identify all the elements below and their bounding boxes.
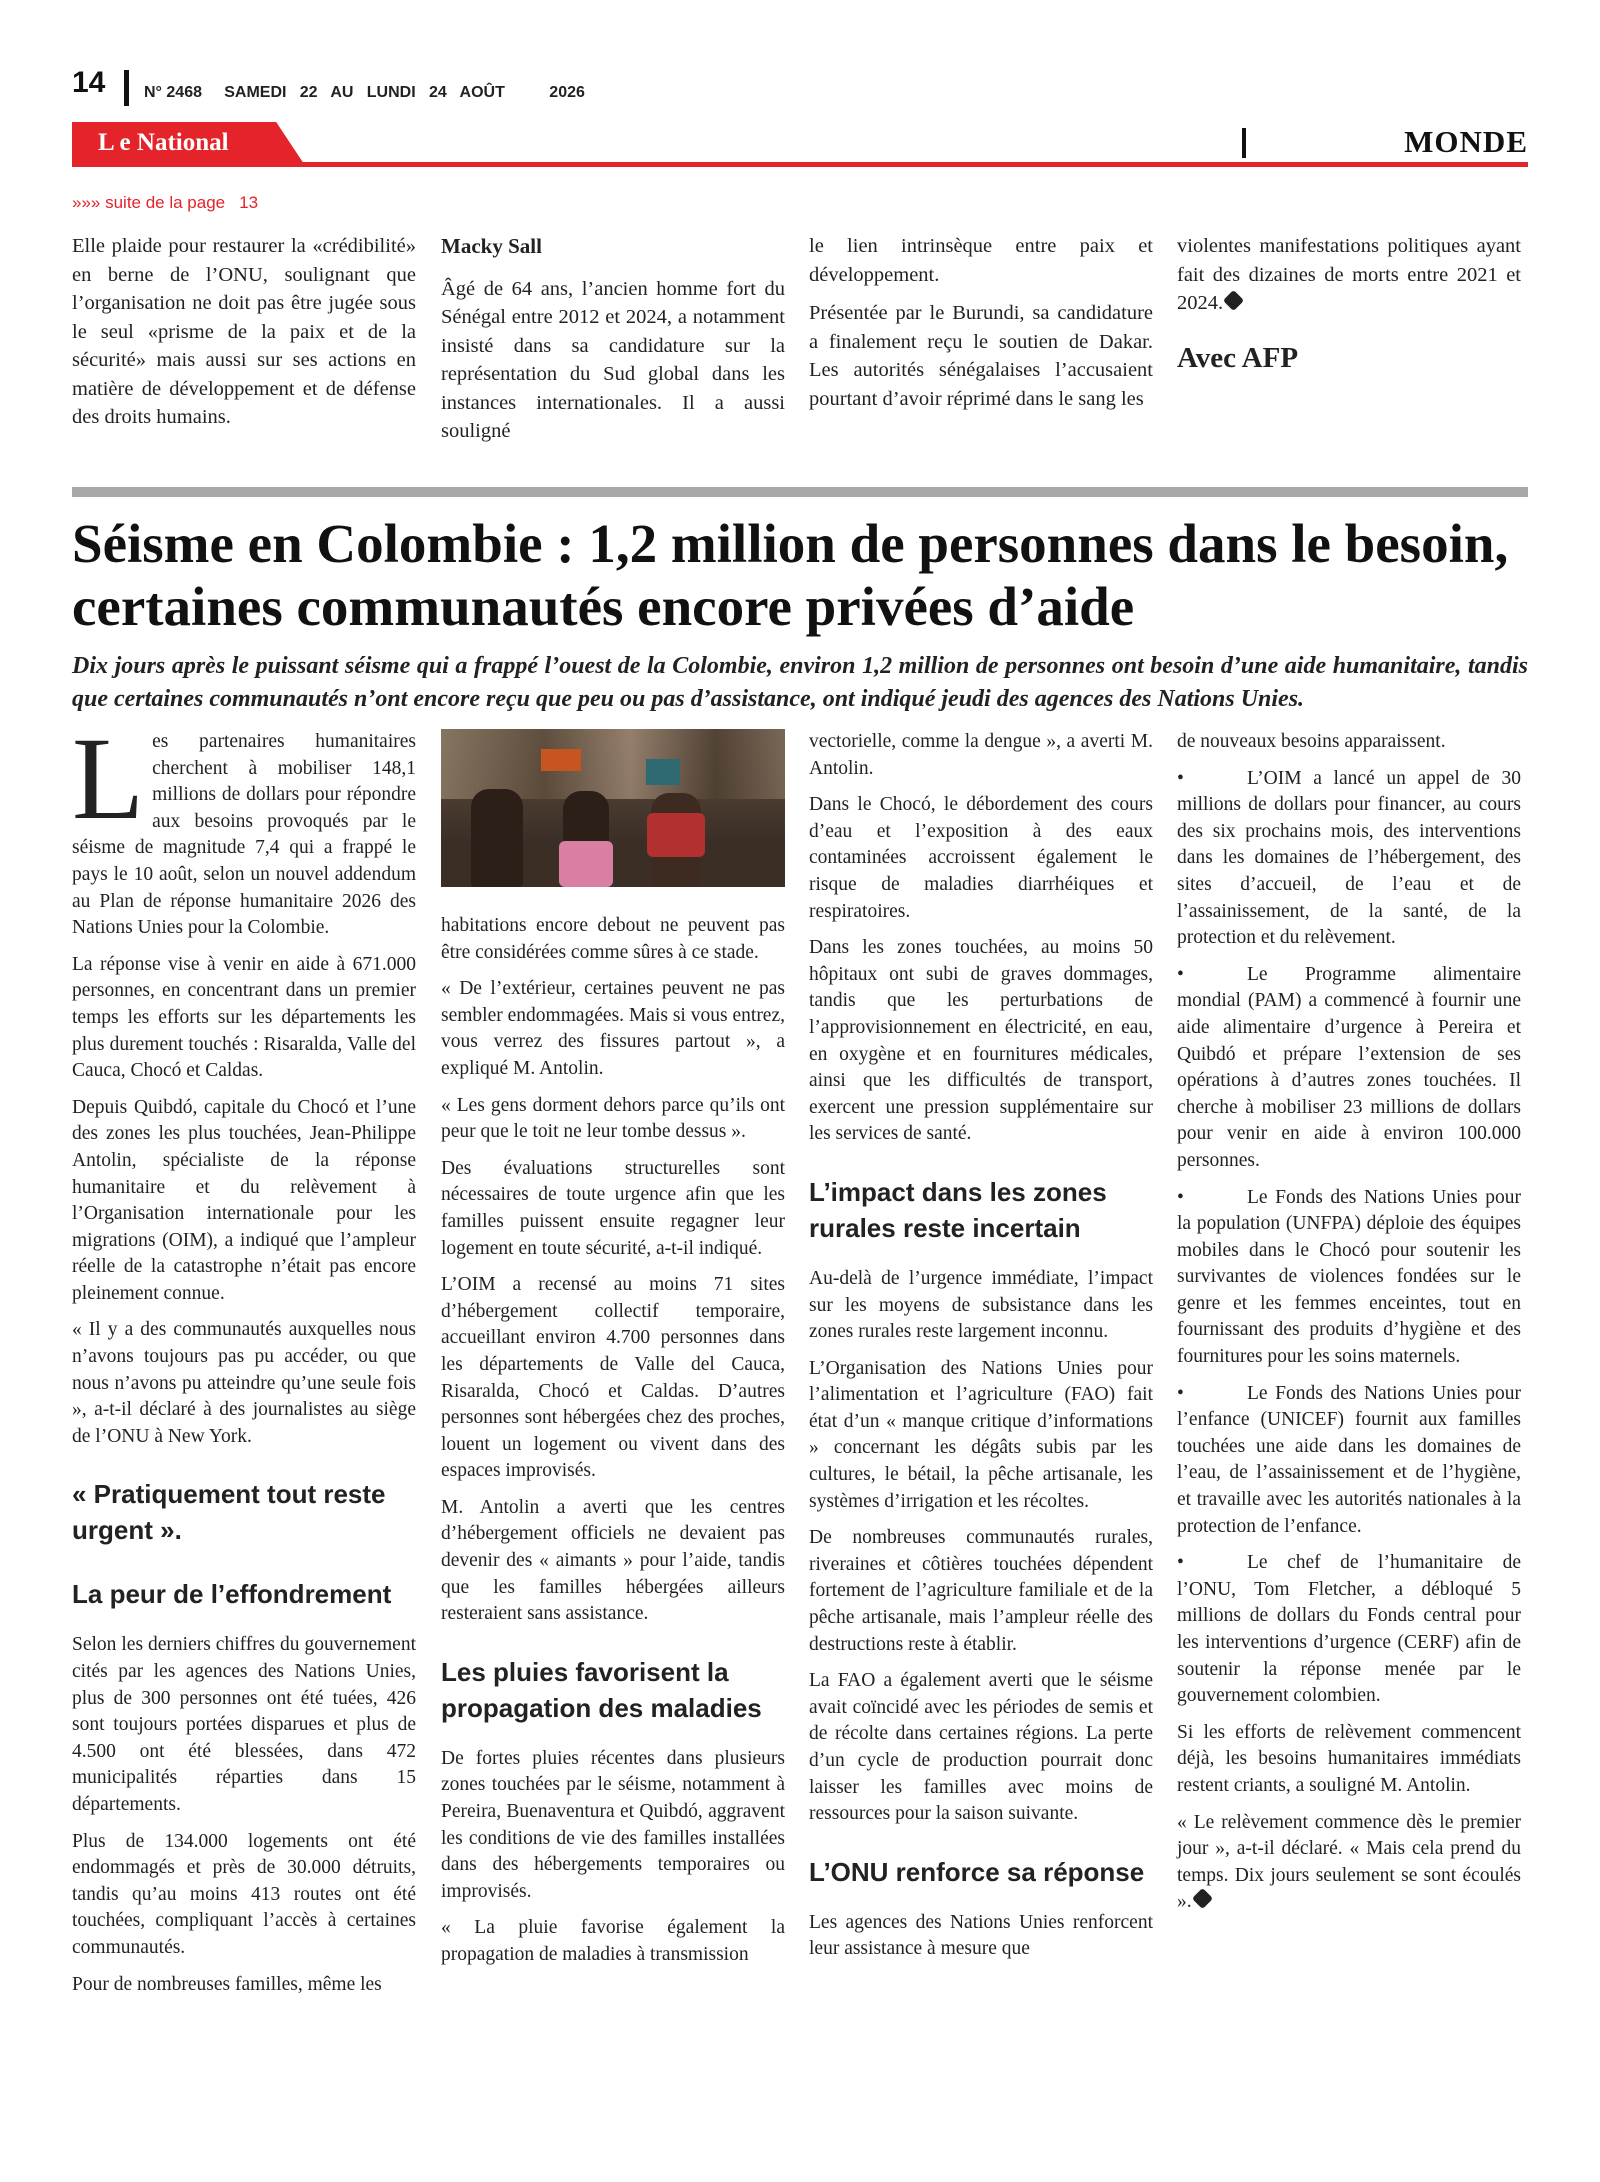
page-number-divider (124, 70, 129, 106)
continued-column-3 (809, 232, 1153, 413)
paragraph: Au-delà de l’urgence immédiate, l’impact sur les moyens de subsistance dans les zones rurales reste largement inconnu. (809, 1267, 1153, 1343)
section-subheading: Les pluies favorisent la propagation des maladies (441, 1656, 762, 1723)
bullet-item: • L’OIM a lancé un appel de 30 millions de dollars pour financer, au cours des six prochains mois, des interventions dans les domaines de l’hébergement, des sites d’accueil, de l’eau et de l’assainissement, de la santé, de la protection et du relèvement. (1177, 766, 1521, 952)
paragraph (1177, 232, 1521, 318)
continuation-page: 13 (239, 193, 259, 212)
photo-child-clothing (559, 841, 613, 887)
paragraph: Pour de nombreuses familles, même les (72, 1973, 382, 1995)
paragraph: La réponse vise à venir en aide à 671.000 personnes, en concentrant dans un premier temps les efforts sur les départements les plus durement touchés : Risaralda, Valle del Cauca, Chocó et Caldas. (72, 953, 416, 1082)
paragraph: L’OIM a recensé au moins 71 sites d’hébergement collectif temporaire, accueillant environ 4.700 personnes dans les départements de Valle del Cauca, Risaralda, Chocó et Caldas. D’autres personnes sont hébergées chez des proches, louent un logement ou vivent dans des espaces improvisés. (441, 1274, 785, 1482)
continued-column-1 (72, 232, 416, 432)
bullet-item: • Le Fonds des Nations Unies pour l’enfance (UNICEF) fournit aux familles touchées une aide dans les domaines de l’eau, de l’assainissement et de l’hygiène, et travaille avec les autorités nationales à la protection de l’enfance. (1177, 1381, 1521, 1541)
section-subheading: Macky Sall (441, 234, 542, 258)
paragraph: Depuis Quibdó, capitale du Chocó et l’une des zones les plus touchées, Jean-Philippe Antolin, spécialiste de la réponse humanitaire et du relèvement à l’Organisation internationale pour les migrations (OIM), a indiqué que l’ampleur réelle de la catastrophe n’était pas encore pleinement connue. (72, 1096, 416, 1304)
photo-detail (541, 749, 581, 771)
drop-cap: L (72, 713, 145, 844)
paragraph: habitations encore debout ne peuvent pas être considérées comme sûres à ce stade. (441, 915, 785, 963)
paragraph: Plus de 134.000 logements ont été endommagés et près de 30.000 détruits, tandis qu’au moins 413 routes ont été touchées, compliquant l’accès à certaines communautés. (72, 1830, 416, 1958)
article-column-2 (441, 729, 785, 1969)
paragraph: Selon les derniers chiffres du gouvernement cités par les agences des Nations Unies, plus de 300 personnes ont été tuées, 426 sont toujours portées disparues et plus de 4.500 ont été blessées, dans 472 municipalités réparties dans 15 départements. (72, 1634, 416, 1815)
header-red-rule (72, 162, 1528, 167)
continuation-note (72, 193, 258, 213)
section-rubric: MONDE (1404, 124, 1528, 159)
photo-child-clothing (647, 813, 705, 857)
paragraph: Présentée par le Burundi, sa candidature a finalement reçu le soutien de Dakar. Les autorités sénégalaises l’accusaient pourtant d’avoir réprimé dans le sang les (809, 302, 1153, 410)
paragraph: « Les gens dorment dehors parce qu’ils ont peur que le toit ne leur tombe dessus ». (441, 1094, 785, 1143)
paragraph: de nouveaux besoins apparaissent. (1177, 731, 1446, 752)
paragraph-text: « Le relèvement commence dès le premier jour », a-t-il déclaré. « Mais cela prend du temps. Dix jours seulement se sont écoulés ». (1177, 1811, 1521, 1913)
paragraph: Elle plaide pour restaurer la «crédibilité» en berne de l’ONU, soulignant que l’organisation ne doit pas être jugée sous le seul «prisme de la paix et de la sécurité» mais aussi sur ses actions en matière de développement et de défense des droits humains. (72, 235, 416, 428)
bullet-item: • Le chef de l’humanitaire de l’ONU, Tom Fletcher, a débloqué 5 millions de dollars du Fonds central pour les interventions d’urgence (CERF) afin de soutenir la réponse menée par le gouvernement colombien. (1177, 1550, 1521, 1710)
page-number: 14 (72, 66, 106, 99)
paragraph: « De l’extérieur, certaines peuvent ne pas sembler endommagées. Mais si vous entrez, vous verrez des fissures partout », a expliqué M. Antolin. (441, 978, 785, 1079)
brand-row (72, 122, 1528, 168)
section-subheading: L’impact dans les zones rurales reste incertain (809, 1176, 1107, 1243)
bullet-item: • Le Fonds des Nations Unies pour la population (UNFPA) déploie des équipes mobiles dans le Chocó pour soutenir les survivantes de violences fondées sur le genre et les femmes enceintes, tout en fournissant des produits d’hygiène et des fournitures pour les soins maternels. (1177, 1185, 1521, 1371)
paragraph-text: violentes manifestations politiques ayant fait des dizaines de morts entre 2021 et 2024. (1177, 235, 1521, 314)
article-standfirst: Dix jours après le puissant séisme qui a frappé l’ouest de la Colombie, environ 1,2 million de personnes ont besoin d’une aide humanitaire, tandis que certaines communautés n’ont encore reçu que peu ou pas d’assistance, ont indiqué jeudi des agences des Nations Unies. (72, 653, 1528, 712)
paragraph: Si les efforts de relèvement commencent déjà, les besoins humanitaires immédiats restent criants, a souligné M. Antolin. (1177, 1721, 1521, 1796)
paragraph (72, 713, 416, 942)
paragraph: Des évaluations structurelles sont nécessaires de toute urgence afin que les familles puissent ensuite regagner leur logement en toute sécurité, a-t-il indiqué. (441, 1157, 785, 1259)
photo-detail (646, 759, 680, 785)
source-credit: Avec AFP (1177, 341, 1299, 374)
end-of-article-icon (1192, 1888, 1213, 1909)
paragraph: M. Antolin a averti que les centres d’hébergement officiels ne devaient pas devenir des « aimants » pour l’aide, tandis que les familles hébergées ailleurs resteraient sans assistance. (441, 1496, 785, 1625)
end-of-article-icon (1223, 290, 1244, 311)
article-headline: Séisme en Colombie : 1,2 million de personnes dans le besoin, certaines communautés encore privées d’aide (72, 513, 1509, 637)
pull-quote: « Pratiquement tout reste urgent ». (72, 1479, 386, 1546)
paragraph: « Il y a des communautés auxquelles nous n’avons toujours pas pu accéder, ou que nous n’avons pu atteindre qu’une seule fois », a-t-il déclaré à des journalistes au siège de l’ONU à New York. (72, 1319, 416, 1447)
article-column-4 (1177, 729, 1521, 1916)
continued-column-2 (441, 232, 785, 446)
paragraph: « La pluie favorise également la propagation de maladies à transmission (441, 1917, 785, 1965)
newspaper-logo: L e National (98, 129, 229, 156)
continued-column-4 (1177, 232, 1521, 372)
paragraph: De nombreuses communautés rurales, riveraines et côtières touchées dépendent fortement de l’agriculture familiale et de la pêche artisanale, mais l’ampleur réelle des destructions reste à établir. (809, 1527, 1153, 1655)
masthead (72, 66, 1528, 106)
paragraph: De fortes pluies récentes dans plusieurs zones touchées par le séisme, notamment à Pereira, Buenaventura et Quibdó, aggravent les conditions de vie des familles installées dans des hébergements temporaires ou improvisés. (441, 1747, 785, 1902)
section-subheading: L’ONU renforce sa réponse (809, 1856, 1145, 1887)
paragraph: vectorielle, comme la dengue », a averti M. Antolin. (809, 731, 1153, 779)
rubric-divider (1242, 128, 1246, 158)
issue-date-line: N° 2468 SAMEDI 22 AU LUNDI 24 AOÛT 2026 (144, 84, 585, 101)
continuation-text: »»» suite de la page (72, 193, 226, 212)
paragraph: Dans le Chocó, le débordement des cours d’eau et l’exposition à des eaux contaminées accroissent également le risque de maladies diarrhéiques et respiratoires. (809, 794, 1153, 922)
paragraph: Dans les zones touchées, au moins 50 hôpitaux ont subi de graves dommages, tandis que les perturbations de l’approvisionnement en électricité, en eau, en oxygène et en fournitures médicales, ainsi que les difficultés de transport, exercent une pression supplémentaire sur les services de santé. (809, 937, 1153, 1145)
paragraph: Âgé de 64 ans, l’ancien homme fort du Sénégal entre 2012 et 2024, a notamment insisté dans sa candidature sur la représentation du Sud global dans les instances internationales. Il a aussi souligné (441, 277, 785, 442)
paragraph: La FAO a également averti que le séisme avait coïncidé avec les périodes de semis et de récolte dans certaines régions. La perte d’un cycle de production pourrait donc laisser les familles avec moins de ressources pour la saison suivante. (809, 1670, 1153, 1825)
paragraph-text: es partenaires humanitaires cherchent à mobiliser 148,1 millions de dollars pour répondre aux besoins provoqués par le séisme de magnitude 7,4 qui a frappé le pays le 10 août, selon un nouvel addendum au Plan de réponse humanitaire 2026 des Nations Unies pour la Colombie. (72, 731, 416, 939)
article-column-3 (809, 729, 1153, 1963)
paragraph (1177, 1810, 1521, 1916)
paragraph: L’Organisation des Nations Unies pour l’alimentation et l’agriculture (FAO) fait état d’un « manque critique d’informations » concernant les dégâts subis par les cultures, le bétail, la pêche artisanale, les systèmes d’irrigation et les récoltes. (809, 1357, 1153, 1512)
article-column-1 (72, 713, 416, 1998)
article-photo (441, 729, 785, 887)
paragraph: Les agences des Nations Unies renforcent leur assistance à mesure que (809, 1911, 1153, 1960)
section-subheading: La peur de l’effondrement (72, 1579, 392, 1610)
bullet-item: • Le Programme alimentaire mondial (PAM) a commencé à fournir une aide alimentaire d’urgence à Pereira et Quibdó et prépare l’extension de ses opérations à d’autres zones touchées. Il cherche à mobiliser 23 millions de dollars pour venir en aide à environ 100.000 personnes. (1177, 962, 1521, 1175)
section-divider (72, 487, 1528, 497)
paragraph: le lien intrinsèque entre paix et développement. (809, 235, 1153, 286)
photo-child-figure (471, 789, 523, 887)
